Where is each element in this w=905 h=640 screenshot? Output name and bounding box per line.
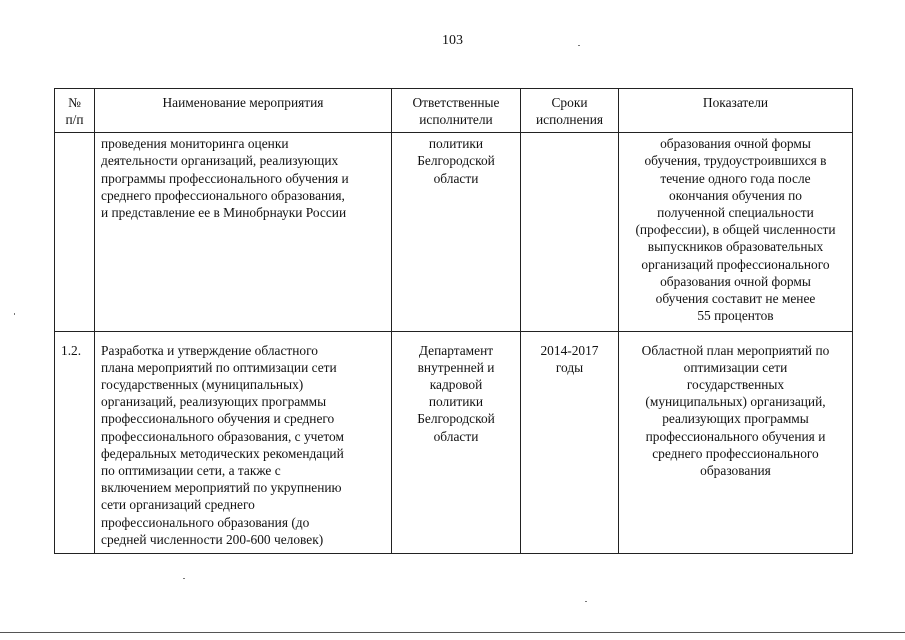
text-line: окончания обучения по [669, 187, 802, 203]
header-responsible [392, 89, 521, 133]
text-line: сети организаций среднего [101, 497, 255, 513]
text-line: выпускников образовательных [647, 239, 824, 255]
text-line: политики [428, 136, 484, 152]
text-line: (муниципальных) организаций, [645, 394, 826, 410]
scan-speck [14, 313, 15, 315]
text-line: оптимизации сети [683, 359, 788, 375]
table-row [55, 331, 853, 553]
text-line: годы [555, 359, 584, 375]
text-line: 2014-2017 [540, 342, 599, 358]
text-line: включением мероприятий по укрупнению [101, 480, 342, 496]
text-line: области [433, 170, 479, 186]
text-line: среднего профессионального [652, 445, 819, 461]
text-line: обучения, трудоустроившихся в [644, 153, 827, 169]
text-line: профессионального образования, с учетом [101, 428, 344, 444]
text-line: течение одного года после [660, 170, 811, 186]
execution-terms [521, 331, 619, 553]
header-indicators [619, 89, 853, 133]
text-line: образования очной формы [660, 273, 811, 289]
text-line: программы профессионального обучения и [101, 170, 349, 186]
text-line: деятельности организаций, реализующих [101, 153, 339, 169]
scan-speck [183, 578, 185, 579]
activity-name [95, 133, 392, 331]
responsible-executors [392, 331, 521, 553]
indicators [619, 133, 853, 331]
text-line: Разработка и утверждение областного [101, 342, 318, 358]
text-line: области [433, 428, 479, 444]
text-line: исполнения [535, 112, 604, 128]
scan-speck [585, 601, 587, 602]
execution-terms [521, 133, 619, 331]
text-line: проведения мониторинга оценки [101, 136, 289, 152]
text-line: Областной план мероприятий по [641, 342, 830, 358]
text-line: кадровой [429, 376, 483, 392]
text-line: профессионального обучения и [645, 428, 826, 444]
scan-edge-line [0, 632, 905, 633]
text-line: по оптимизации сети, а также с [101, 462, 281, 478]
header-name [95, 89, 392, 133]
text-line: политики [428, 394, 484, 410]
text-line: и представление ее в Минобрнауки России [101, 204, 347, 220]
row-number: 1.2. [55, 331, 95, 553]
page-number: 103 [442, 33, 463, 48]
table-header-row [55, 89, 853, 133]
text-line: федеральных методических рекомендаций [101, 445, 344, 461]
scan-speck [578, 45, 580, 46]
text-line: образования очной формы [660, 136, 811, 152]
text-line: 55 процентов [697, 308, 774, 324]
activities-table [54, 88, 853, 554]
text-line: п/п [65, 112, 84, 128]
text-line: исполнители [419, 112, 493, 128]
text-line: профессионального образования (до [101, 514, 310, 530]
text-line: Сроки [551, 95, 588, 110]
text-line: внутренней и [417, 359, 495, 375]
row-number [55, 133, 95, 331]
indicators [619, 331, 853, 553]
responsible-executors [392, 133, 521, 331]
text-line: организаций профессионального [641, 256, 830, 272]
text-line: плана мероприятий по оптимизации сети [101, 359, 337, 375]
header-terms [521, 89, 619, 133]
text-line: Наименование мероприятия [162, 95, 324, 110]
text-line: № [68, 95, 81, 110]
table-row [55, 133, 853, 331]
text-line: (профессии), в общей численности [635, 222, 836, 238]
text-line: среднего профессионального образования, [101, 187, 345, 203]
text-line: государственных [686, 376, 785, 392]
activity-name [95, 331, 392, 553]
text-line: Белгородской [417, 411, 495, 427]
text-line: образования [700, 462, 771, 478]
header-num [55, 89, 95, 133]
text-line: средней численности 200-600 человек) [101, 531, 324, 547]
text-line: Белгородской [417, 153, 495, 169]
text-line: полученной специальности [657, 204, 814, 220]
text-line: профессионального обучения и среднего [101, 411, 335, 427]
text-line: Ответственные [412, 95, 500, 110]
text-line: реализующих программы [662, 411, 809, 427]
text-line: организаций, реализующих программы [101, 394, 327, 410]
text-line: Департамент [418, 342, 494, 358]
text-line: Показатели [702, 95, 769, 110]
text-line: государственных (муниципальных) [101, 376, 304, 392]
text-line: обучения составит не менее [655, 290, 816, 306]
